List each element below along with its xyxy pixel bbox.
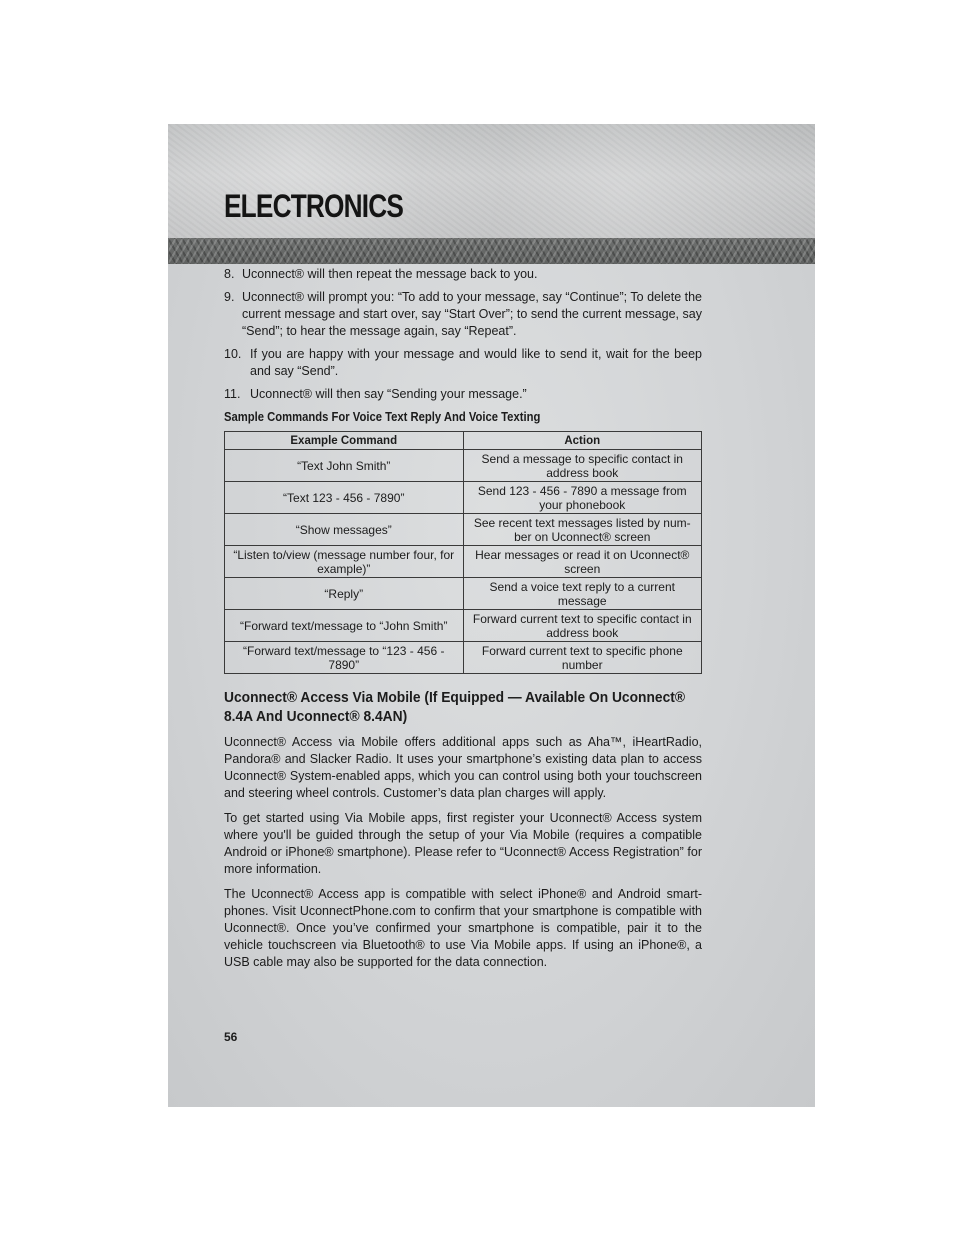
table-row xyxy=(225,450,702,482)
manual-page xyxy=(168,124,815,1107)
table-row xyxy=(225,610,702,642)
action-cell: Send a message to specific contact in address book xyxy=(463,450,702,482)
table-row xyxy=(225,642,702,674)
body-paragraph: Uconnect® Access via Mobile offers additional apps such as Aha™, iHeartRadio, Pandora® and Slacker Radio. It uses your smartphone’s existing data plan to access Uconnect® System-enabled apps, which you can control using both your touchscreen and steering wheel controls. Customer’s data plan charges will apply. xyxy=(224,735,702,800)
step-number: 10. xyxy=(224,347,242,361)
action-cell: See recent text messages listed by num-ber on Uconnect® screen xyxy=(463,514,702,546)
table-caption: Sample Commands For Voice Text Reply And Voice Texting xyxy=(224,410,541,424)
step-text: Uconnect® will then say “Sending your message.” xyxy=(250,387,527,401)
table-row xyxy=(225,578,702,610)
page-number: 56 xyxy=(224,1030,238,1044)
section-title: ELECTRONICS xyxy=(224,188,404,224)
column-header-command: Example Command xyxy=(225,432,464,450)
command-cell: “Text 123 - 456 - 7890” xyxy=(225,482,464,514)
body-paragraph: The Uconnect® Access app is compatible with select iPhone® and Android smart-phones. Visit UconnectPhone.com to confirm that your smartphone is compatible with Uconnect®. Once you’ve confirmed your smartphone is compatible, pair it to the vehicle touchscreen via Bluetooth® to use Via Mobile apps. If using an iPhone®, a USB cable may also be supported for the data connection. xyxy=(224,887,702,969)
action-cell: Send 123 - 456 - 7890 a message from your phonebook xyxy=(463,482,702,514)
step-number: 8. xyxy=(224,267,235,281)
table-header-row xyxy=(225,432,702,450)
table-row xyxy=(225,514,702,546)
step-text: Uconnect® will then repeat the message back to you. xyxy=(242,267,538,281)
command-cell: “Forward text/message to “123 - 456 - 7890” xyxy=(225,642,464,674)
command-cell: “Text John Smith” xyxy=(225,450,464,482)
table-row xyxy=(225,482,702,514)
content xyxy=(224,264,702,979)
action-cell: Send a voice text reply to a current message xyxy=(463,578,702,610)
step-item xyxy=(224,386,702,403)
action-cell: Forward current text to specific contact in address book xyxy=(463,610,702,642)
action-cell: Forward current text to specific phone number xyxy=(463,642,702,674)
commands-table xyxy=(224,431,702,674)
table-row xyxy=(225,546,702,578)
body-paragraph: To get started using Via Mobile apps, first register your Uconnect® Access system where you'll be guided through the setup of your Via Mobile (requires a compatible Android or iPhone® smartphone). Please refer to “Uconnect® Access Registration” for more information. xyxy=(224,811,702,876)
action-cell: Hear messages or read it on Uconnect® screen xyxy=(463,546,702,578)
step-item xyxy=(224,289,702,340)
command-cell: “Forward text/message to “John Smith” xyxy=(225,610,464,642)
step-text: If you are happy with your message and would like to send it, wait for the beep and say “Send”. xyxy=(250,347,702,378)
step-item xyxy=(224,266,702,283)
column-header-action: Action xyxy=(463,432,702,450)
header-banner xyxy=(168,124,815,238)
command-cell: “Show messages” xyxy=(225,514,464,546)
step-text: Uconnect® will prompt you: “To add to your message, say “Continue”; To delete the current message and start over, say “Start Over”; to send the current message, say “Send”; to hear the message again, say “Repeat”. xyxy=(242,290,702,338)
header-stripe xyxy=(168,238,815,264)
command-cell: “Listen to/view (message number four, for example)” xyxy=(225,546,464,578)
step-number: 11. xyxy=(224,387,241,401)
step-item xyxy=(224,346,702,380)
step-number: 9. xyxy=(224,290,235,304)
command-cell: “Reply” xyxy=(225,578,464,610)
mobile-section-heading: Uconnect® Access Via Mobile (If Equipped — Available On Uconnect® 8.4A And Uconnect® 8.4AN) xyxy=(224,689,686,725)
